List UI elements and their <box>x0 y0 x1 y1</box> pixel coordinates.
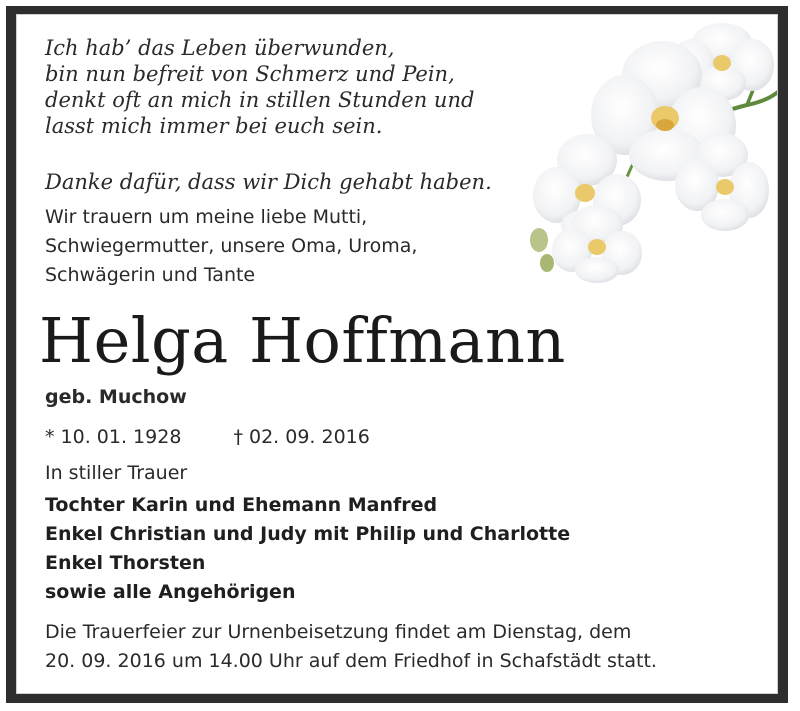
obituary-card <box>16 14 778 694</box>
funeral-service-info <box>45 618 765 676</box>
life-dates <box>45 426 370 448</box>
service-line: Die Trauerfeier zur Urnenbeisetzung findet am Dienstag, dem <box>45 621 632 643</box>
poem-line: denkt oft an mich in stillen Stunden und <box>45 88 475 112</box>
maiden-name: geb. Muchow <box>45 386 187 408</box>
poem-line: bin nun befreit von Schmerz und Pein, <box>45 62 455 86</box>
announcement-intro <box>45 203 417 290</box>
death-date: † 02. 09. 2016 <box>233 426 370 448</box>
intro-line: Schwägerin und Tante <box>45 264 256 286</box>
mourner-line: Tochter Karin und Ehemann Manfred <box>45 494 438 516</box>
service-line: 20. 09. 2016 um 14.00 Uhr auf dem Friedhof in Schafstädt statt. <box>45 650 657 672</box>
mourner-line: Enkel Thorsten <box>45 552 206 574</box>
poem-line: lasst mich immer bei euch sein. <box>45 114 383 138</box>
mourners-list <box>45 491 570 607</box>
mourner-line: sowie alle Angehörigen <box>45 581 296 603</box>
orchid-flowers-image <box>517 15 777 285</box>
mourning-label: In stiller Trauer <box>45 462 188 484</box>
intro-line: Schwiegermutter, unsere Oma, Uroma, <box>45 235 418 257</box>
thanks-line: Danke dafür, dass wir Dich gehabt haben. <box>45 170 492 194</box>
memorial-poem <box>45 35 474 139</box>
intro-line: Wir trauern um meine liebe Mutti, <box>45 206 368 228</box>
deceased-name: Helga Hoffmann <box>39 304 566 377</box>
mourner-line: Enkel Christian und Judy mit Philip und Charlotte <box>45 523 571 545</box>
poem-line: Ich hab’ das Leben überwunden, <box>45 36 395 60</box>
birth-date: * 10. 01. 1928 <box>45 426 182 448</box>
